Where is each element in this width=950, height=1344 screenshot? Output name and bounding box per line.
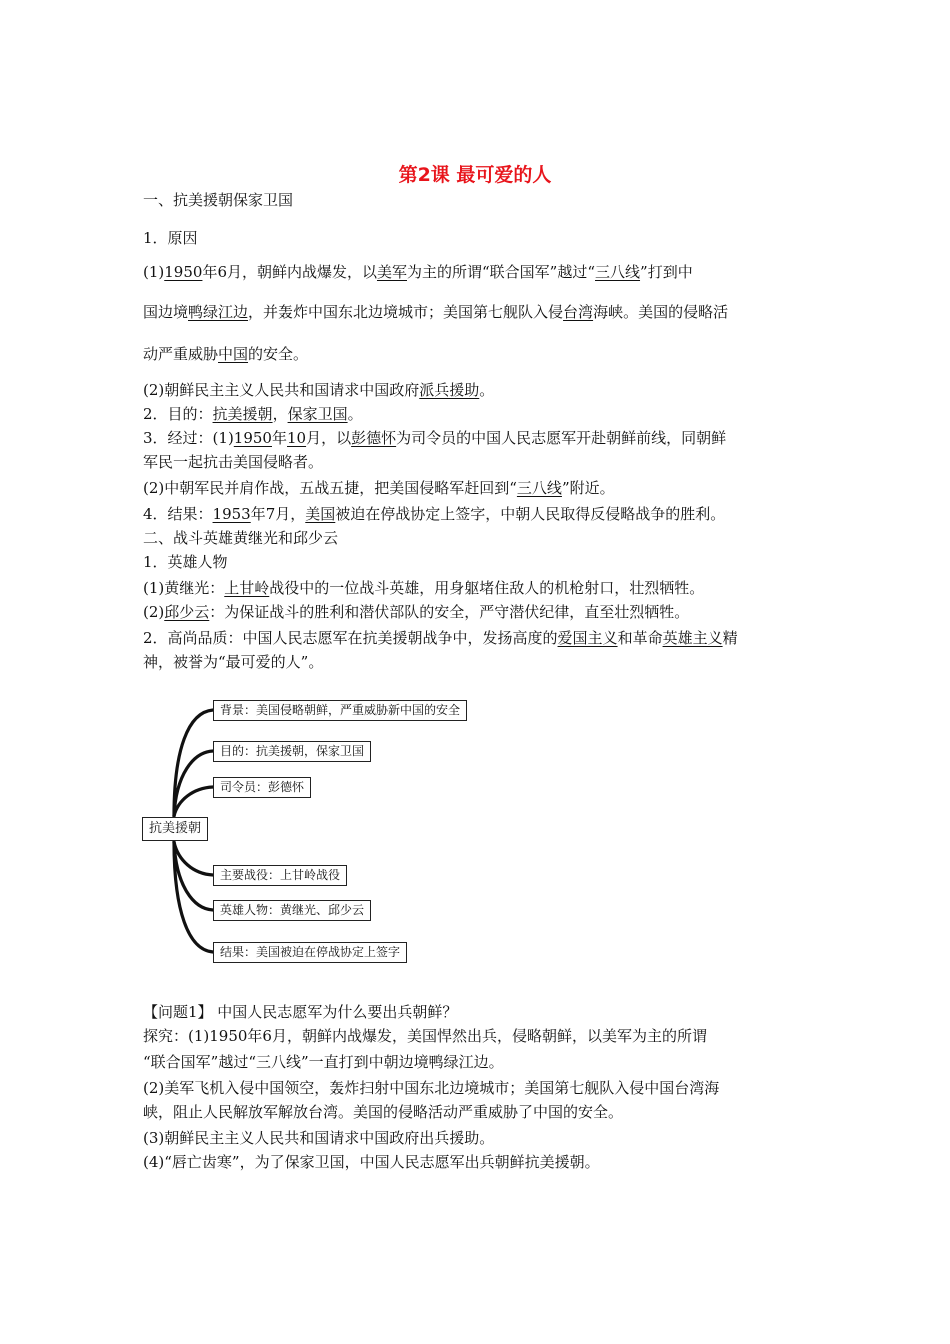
notes-line-11 — [143, 504, 725, 524]
text-run: “联合国军”越过“三八线”一直打到中朝边境鸭绿江边。 — [143, 1053, 504, 1071]
branch-line-3 — [174, 787, 213, 816]
underlined-answer: 三八线 — [595, 263, 641, 281]
text-run: 海峡。美国的侵略活 — [593, 303, 729, 321]
notes-line-3 — [143, 262, 693, 282]
text-run: (3)朝鲜民主主义人民共和国请求中国政府出兵援助。 — [143, 1129, 495, 1147]
text-run: 探究：(1)1950年6月，朝鲜内战爆发，美国悍然出兵，侵略朝鲜，以美军为主的所谓 — [143, 1027, 707, 1045]
text-run: 【问题1】 中国人民志愿军为什么要出兵朝鲜？ — [143, 1003, 458, 1021]
text-run: 军民一起抗击美国侵略者。 — [143, 453, 324, 471]
mind-map-node-battle: 主要战役：上甘岭战役 — [213, 865, 347, 886]
question-line-7 — [143, 1152, 600, 1172]
lesson-title: 第2课 最可爱的人 — [398, 164, 552, 186]
text-run: 。 — [347, 405, 363, 423]
mind-map-node-purpose: 目的：抗美援朝，保家卫国 — [213, 741, 371, 762]
mind-map-node-background: 背景：美国侵略朝鲜，严重威胁新中国的安全 — [213, 700, 467, 721]
text-run: 1．英雄人物 — [143, 553, 228, 571]
underlined-answer: 邱少云 — [164, 603, 210, 621]
mind-map-node-commander: 司令员：彭德怀 — [213, 777, 311, 798]
text-run: (1) — [143, 263, 165, 281]
text-run: ，并轰炸中国东北边境城市；美国第七舰队入侵 — [248, 303, 564, 321]
text-run: 峡，阻止人民解放军解放台湾。美国的侵略活动严重威胁了中国的安全。 — [143, 1103, 624, 1121]
text-run: 国边境 — [143, 303, 189, 321]
text-run: 。 — [479, 381, 495, 399]
notes-line-10 — [143, 478, 615, 498]
text-run: 年7月， — [250, 505, 306, 523]
notes-line-5 — [143, 344, 308, 364]
notes-line-1 — [143, 190, 293, 210]
question-line-4 — [143, 1078, 719, 1098]
text-run: ， — [272, 405, 288, 423]
question-line-6 — [143, 1128, 494, 1148]
branch-line-1 — [174, 710, 213, 816]
question-line-5 — [143, 1102, 623, 1122]
text-run: (2)美军飞机入侵中国领空，轰炸扫射中国东北边境城市；美国第七舰队入侵中国台湾海 — [143, 1079, 720, 1097]
text-run: (2) — [143, 603, 165, 621]
text-run: ”打到中 — [640, 263, 693, 281]
mind-map — [138, 690, 483, 970]
underlined-answer: 中国 — [218, 345, 249, 363]
text-run: 年6月，朝鲜内战爆发，以 — [202, 263, 377, 281]
notes-line-14 — [143, 578, 704, 598]
text-run: ：为保证战斗的胜利和潜伏部队的安全，严守潜伏纪律，直至壮烈牺牲。 — [209, 603, 690, 621]
text-run: 二、战斗英雄黄继光和邱少云 — [143, 529, 339, 547]
mind-map-node-heroes: 英雄人物：黄继光、邱少云 — [213, 900, 371, 921]
question-line-2 — [143, 1026, 707, 1046]
notes-line-17 — [143, 652, 323, 672]
text-run: 月，以 — [306, 429, 352, 447]
text-run: 被迫在停战协定上签字，中朝人民取得反侵略战争的胜利。 — [335, 505, 726, 523]
underlined-answer: 彭德怀 — [351, 429, 397, 447]
text-run: 精 — [722, 629, 738, 647]
text-run: 为司令员的中国人民志愿军开赴朝鲜前线，同朝鲜 — [396, 429, 727, 447]
text-run: 的安全。 — [248, 345, 309, 363]
question-line-1 — [143, 1002, 457, 1022]
underlined-answer: 爱国主义 — [557, 629, 618, 647]
notes-line-16 — [143, 628, 738, 648]
underlined-answer: 台湾 — [563, 303, 594, 321]
text-run: 战役中的一位战斗英雄，用身躯堵住敌人的机枪射口，壮烈牺牲。 — [269, 579, 705, 597]
text-run: 神，被誉为“最可爱的人”。 — [143, 653, 324, 671]
question-line-3 — [143, 1052, 504, 1072]
text-run: (2)朝鲜民主主义人民共和国请求中国政府 — [143, 381, 420, 399]
text-run: 3．经过：(1) — [143, 429, 234, 447]
text-run: 年 — [271, 429, 287, 447]
text-run: (2)中朝军民并肩作战，五战五捷，把美国侵略军赶回到“ — [143, 479, 517, 497]
notes-line-7 — [143, 404, 363, 424]
underlined-answer: 上甘岭 — [224, 579, 270, 597]
notes-line-6 — [143, 380, 494, 400]
notes-line-12 — [143, 528, 338, 548]
text-run: 2．目的： — [143, 405, 213, 423]
underlined-answer: 保家卫国 — [287, 405, 348, 423]
notes-line-8 — [143, 428, 726, 448]
underlined-answer: 美军 — [376, 263, 407, 281]
text-run: 2．高尚品质：中国人民志愿军在抗美援朝战争中，发扬高度的 — [143, 629, 558, 647]
text-run: (4)“唇亡齿寒”，为了保家卫国，中国人民志愿军出兵朝鲜抗美援朝。 — [143, 1153, 600, 1171]
underlined-answer: 抗美援朝 — [212, 405, 273, 423]
underlined-answer: 派兵援助 — [419, 381, 480, 399]
text-run: 1．原因 — [143, 229, 198, 247]
mind-map-node-result: 结果：美国被迫在停战协定上签字 — [213, 942, 407, 963]
underlined-answer: 鸭绿江边 — [188, 303, 249, 321]
underlined-answer: 10 — [287, 429, 307, 447]
underlined-answer: 三八线 — [516, 479, 562, 497]
text-run: ”附近。 — [561, 479, 615, 497]
text-run: 和革命 — [617, 629, 663, 647]
text-run: 动严重威胁 — [143, 345, 219, 363]
branch-line-4 — [174, 842, 213, 875]
underlined-answer: 1950 — [233, 429, 272, 447]
underlined-answer: 美国 — [305, 505, 336, 523]
notes-line-13 — [143, 552, 228, 572]
notes-line-4 — [143, 302, 728, 322]
underlined-answer: 1950 — [164, 263, 203, 281]
underlined-answer: 英雄主义 — [662, 629, 723, 647]
text-run: 一、抗美援朝保家卫国 — [143, 191, 294, 209]
text-run: 为主的所谓“联合国军”越过“ — [407, 263, 596, 281]
text-run: (1)黄继光： — [143, 579, 225, 597]
mind-map-root: 抗美援朝 — [142, 817, 208, 841]
notes-line-2 — [143, 228, 198, 248]
underlined-answer: 1953 — [212, 505, 251, 523]
text-run: 4．结果： — [143, 505, 213, 523]
notes-line-9 — [143, 452, 323, 472]
notes-line-15 — [143, 602, 689, 622]
